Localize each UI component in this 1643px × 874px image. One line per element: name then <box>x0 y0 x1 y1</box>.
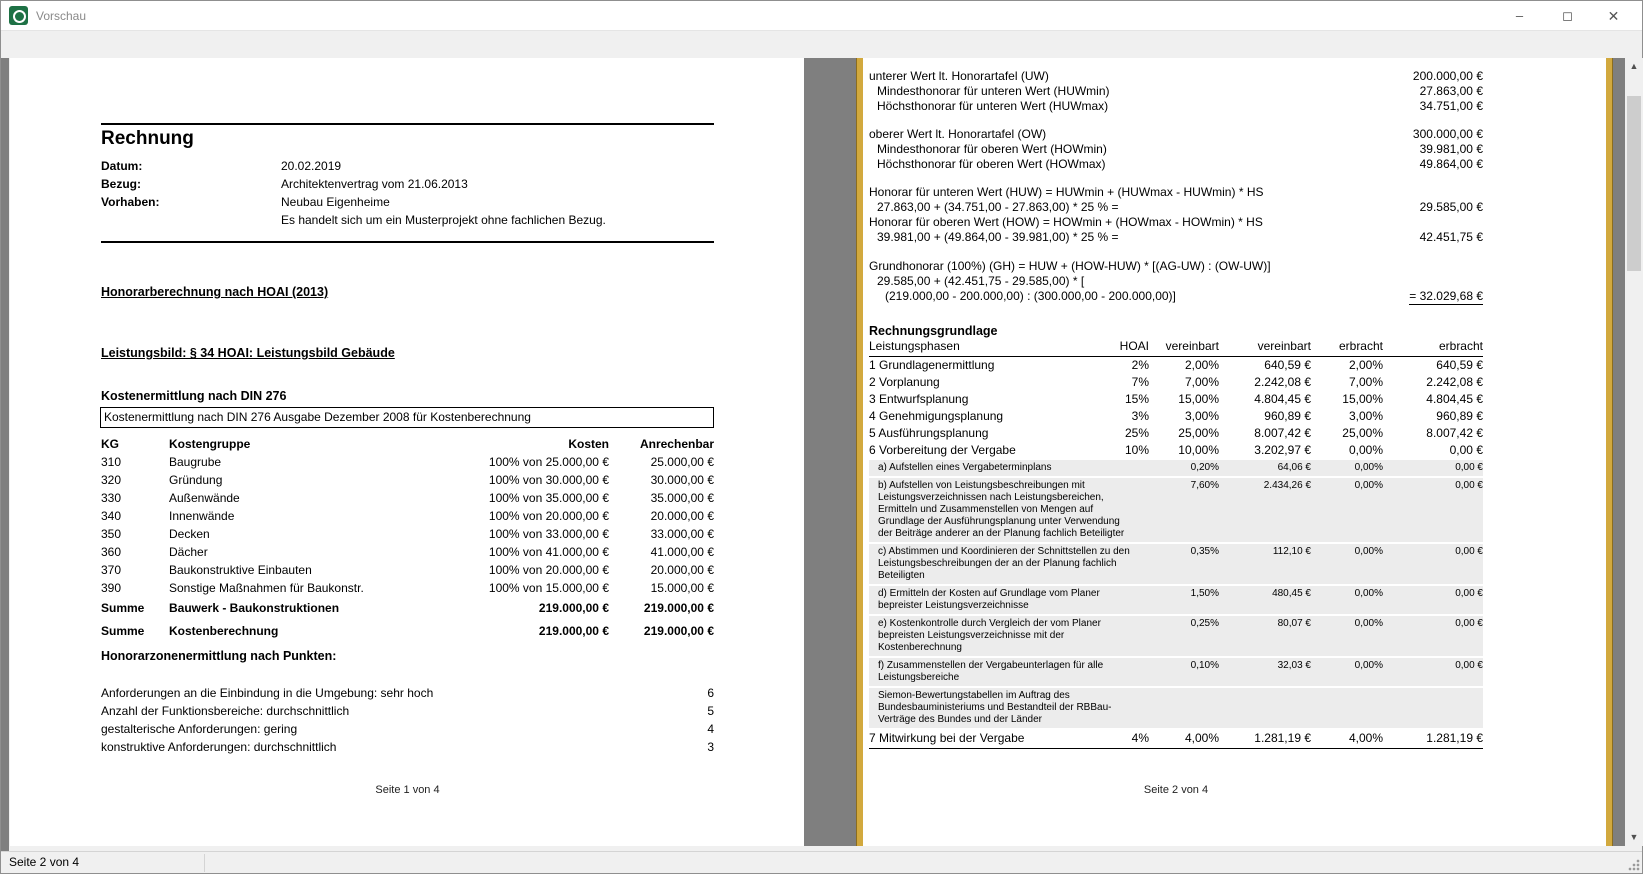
cell-phase: 4 Genehmigungsplanung <box>869 409 1004 423</box>
cell-cost: 100% von 20.000,00 € <box>488 509 609 523</box>
cell-eligible: 33.000,00 € <box>650 527 714 541</box>
calc-text: Mindesthonorar für unteren Wert (HUWmin) <box>877 84 1110 98</box>
cell-done-pct: 7,00% <box>1348 375 1383 389</box>
cell-eligible: 35.000,00 € <box>650 491 714 505</box>
cell-hoai: 10% <box>1124 443 1149 457</box>
cell-cost: 100% von 15.000,00 € <box>488 581 609 595</box>
calc-text: Honorar für oberen Wert (HOW) = HOWmin + (HOWmax - HOWmin) * HS <box>869 215 1263 229</box>
calc-line <box>869 289 1483 305</box>
cell-eligible: 25.000,00 € <box>650 455 714 469</box>
calc-text: 29.585,00 + (42.451,75 - 29.585,00) * [ <box>877 274 1085 288</box>
cell-desc: e) Kostenkontrolle durch Vergleich der vom Planer bepreisten Leistungsverzeichnisse mit der Kostenberechnung <box>878 618 1101 653</box>
cell-agreed-pct <box>1149 690 1219 726</box>
page-edge-accent <box>856 58 863 846</box>
col-header-kg: KG <box>101 437 119 451</box>
cell-done-amt: 4.804,45 € <box>1426 392 1483 406</box>
cell-agreed-amt: 4.804,45 € <box>1254 392 1311 406</box>
cell-phase: 3 Entwurfsplanung <box>869 392 969 406</box>
section-heading-leistungsbild: Leistungsbild: § 34 HOAI: Leistungsbild Gebäude <box>101 346 395 360</box>
sub-service-row <box>869 658 1483 686</box>
cell-done-amt <box>1383 690 1483 726</box>
cell-kg: Summe <box>101 601 145 615</box>
zone-label: Anforderungen an die Einbindung in die Umgebung: sehr hoch <box>101 686 434 700</box>
calc-line <box>869 274 1483 289</box>
cell-cost: 219.000,00 € <box>538 624 609 638</box>
cell-cost: 100% von 33.000,00 € <box>488 527 609 541</box>
table-row <box>101 579 714 597</box>
cell-agreed-amt: 2.242,08 € <box>1254 375 1311 389</box>
cell-kg: 340 <box>101 509 122 523</box>
phase-row <box>869 408 1483 425</box>
phase-row <box>869 425 1483 442</box>
cell-hoai: 15% <box>1124 392 1149 406</box>
cell-done-amt: 0,00 € <box>1449 443 1483 457</box>
cell-done-amt: 0,00 € <box>1455 618 1483 629</box>
page-title: Rechnung <box>101 128 194 149</box>
cell-done-amt: 8.007,42 € <box>1426 426 1483 440</box>
cell-cost: 219.000,00 € <box>538 601 609 615</box>
cell-done-pct: 2,00% <box>1348 358 1383 372</box>
cell-cost: 100% von 30.000,00 € <box>488 473 609 487</box>
close-window-button[interactable]: ✕ <box>1607 8 1620 24</box>
page-shadow-right <box>1613 58 1625 846</box>
cell-eligible: 15.000,00 € <box>650 581 714 595</box>
meta-value: Architektenvertrag vom 21.06.2013 <box>281 177 468 191</box>
cell-agreed-pct: 0,20% <box>1190 462 1219 473</box>
section-heading-hoai: Honorarberechnung nach HOAI (2013) <box>101 285 329 299</box>
calc-text: 39.981,00 + (49.864,00 - 39.981,00) * 25 % = <box>877 230 1119 244</box>
cell-kg: 320 <box>101 473 122 487</box>
cell-group: Bauwerk - Baukonstruktionen <box>169 601 340 615</box>
invoice-meta <box>101 157 714 229</box>
zone-item <box>101 684 714 702</box>
cost-table <box>101 435 714 640</box>
cell-eligible: 20.000,00 € <box>650 563 714 577</box>
calc-text: 27.863,00 + (34.751,00 - 27.863,00) * 25 % = <box>877 200 1119 214</box>
calc-line <box>869 200 1483 215</box>
col-header-done-amt: erbracht <box>1438 339 1483 353</box>
cell-eligible: 219.000,00 € <box>643 601 714 615</box>
cell-hoai: 2% <box>1131 358 1149 372</box>
cell-desc: f) Zusammenstellen der Vergabeunterlagen für alle Leistungsbereiche <box>878 660 1104 683</box>
cell-group: Innenwände <box>169 509 235 523</box>
cell-desc: d) Ermitteln der Kosten auf Grundlage vom Planer bepreister Leistungsverzeichnisse <box>878 588 1100 611</box>
cell-done-pct: 0,00% <box>1354 546 1383 557</box>
cell-done-pct: 0,00% <box>1354 618 1383 629</box>
section-heading-kosten: Kostenermittlung nach DIN 276 <box>101 389 287 403</box>
col-header-agreed-amt: vereinbart <box>1257 339 1311 353</box>
cell-done-amt: 0,00 € <box>1455 462 1483 473</box>
cell-eligible: 41.000,00 € <box>650 545 714 559</box>
calc-line <box>869 259 1483 274</box>
col-header-agreed-pct: vereinbart <box>1165 339 1219 353</box>
cell-agreed-amt: 640,59 € <box>1264 358 1311 372</box>
cell-agreed-amt <box>1219 690 1311 726</box>
cell-agreed-pct: 4,00% <box>1184 731 1219 745</box>
table-row <box>101 489 714 507</box>
meta-value: Neubau Eigenheime <box>281 195 390 209</box>
cell-done-amt: 0,00 € <box>1455 588 1483 599</box>
toolbar <box>1 31 1642 58</box>
meta-row <box>101 157 714 175</box>
cell-phase: 1 Grundlagenermittlung <box>869 358 995 372</box>
cell-done-pct: 0,00% <box>1354 462 1383 473</box>
cell-agreed-pct: 15,00% <box>1178 392 1219 406</box>
table-row <box>101 453 714 471</box>
zone-points: 6 <box>707 686 714 700</box>
meta-label: Datum: <box>101 159 143 173</box>
zone-label: gestalterische Anforderungen: gering <box>101 722 298 736</box>
col-header-cost: Kosten <box>568 437 609 451</box>
cell-hoai: 25% <box>1124 426 1149 440</box>
zone-list <box>101 684 714 756</box>
cell-kg: 350 <box>101 527 122 541</box>
cell-kg: 360 <box>101 545 122 559</box>
cell-agreed-pct: 25,00% <box>1178 426 1219 440</box>
cell-agreed-amt: 2.434,26 € <box>1263 480 1311 491</box>
grundlage-header <box>869 338 1483 357</box>
cell-phase: 5 Ausführungsplanung <box>869 426 989 440</box>
table-row <box>101 507 714 525</box>
document-page-1 <box>10 58 804 846</box>
zone-points: 4 <box>707 722 714 736</box>
cell-done-pct <box>1311 690 1383 726</box>
cell-phase: 7 Mitwirkung bei der Vergabe <box>869 731 1025 745</box>
phase-row <box>869 374 1483 391</box>
cell-agreed-amt: 8.007,42 € <box>1254 426 1311 440</box>
cell-agreed-pct: 1,50% <box>1190 588 1219 599</box>
calc-value: 42.451,75 € <box>1419 230 1483 244</box>
cell-group: Decken <box>169 527 210 541</box>
calc-value: 34.751,00 € <box>1419 99 1483 113</box>
maximize-button[interactable]: ◻ <box>1562 8 1573 23</box>
calc-line <box>869 185 1483 200</box>
sub-service-row <box>869 478 1483 542</box>
col-header-eligible: Anrechenbar <box>639 437 714 451</box>
cell-done-pct: 0,00% <box>1354 660 1383 671</box>
window-title: Vorschau <box>36 9 87 23</box>
cell-done-pct: 15,00% <box>1342 392 1383 406</box>
cost-basis-note: Kostenermittlung nach DIN 276 Ausgabe Dezember 2008 für Kostenberechnung <box>100 407 714 428</box>
cell-desc: c) Abstimmen und Koordinieren der Schnittstellen zu den Leistungsbeschreibungen der an der Planung fachlich Beteiligten <box>878 546 1130 581</box>
cell-desc: b) Aufstellen von Leistungsbeschreibungen mit Leistungsverzeichnissen nach Leistungsbereichen, Ermitteln und Zusammenstellen von Mengen auf Grundlage der Ausführungsplanung unter Verwendung der Beiträge anderer an der Planung fachlich Beteiligter <box>878 480 1125 539</box>
minimize-button[interactable]: – <box>1515 8 1524 23</box>
cell-agreed-pct: 0,10% <box>1190 660 1219 671</box>
cell-done-pct: 0,00% <box>1354 588 1383 599</box>
cell-hoai: 4% <box>1131 731 1149 745</box>
cell-done-amt: 2.242,08 € <box>1426 375 1483 389</box>
calc-line <box>869 215 1483 230</box>
divider <box>101 123 714 125</box>
col-header-hoai: HOAI <box>1119 339 1149 353</box>
cell-hoai: 7% <box>1131 375 1149 389</box>
cell-group: Sonstige Maßnahmen für Baukonstr. <box>169 581 364 595</box>
phase-row <box>869 357 1483 374</box>
cell-agreed-pct: 10,00% <box>1178 443 1219 457</box>
calc-line <box>869 69 1483 84</box>
cell-agreed-amt: 480,45 € <box>1272 588 1311 599</box>
cell-kg: 330 <box>101 491 122 505</box>
sum-row <box>101 622 714 640</box>
calc-value: 39.981,00 € <box>1419 142 1483 156</box>
meta-row <box>101 175 714 193</box>
zone-item <box>101 738 714 756</box>
cell-group: Baukonstruktive Einbauten <box>169 563 312 577</box>
table-row <box>101 543 714 561</box>
zone-heading: Honorarzonenermittlung nach Punkten: <box>101 649 337 663</box>
sub-service-row <box>869 616 1483 656</box>
calc-text: oberer Wert lt. Honorartafel (OW) <box>869 127 1047 141</box>
calc-value: 29.585,00 € <box>1419 200 1483 214</box>
page-footer: Seite 2 von 4 <box>1143 784 1209 796</box>
calc-value: 300.000,00 € <box>1412 127 1483 141</box>
calc-line <box>869 99 1483 114</box>
meta-label: Bezug: <box>101 177 141 191</box>
cell-cost: 100% von 41.000,00 € <box>488 545 609 559</box>
scroll-up-arrow[interactable]: ▲ <box>1629 61 1639 71</box>
status-page-indicator: Seite 2 von 4 <box>9 855 80 869</box>
cell-done-pct: 3,00% <box>1348 409 1383 423</box>
vertical-scrollbar[interactable] <box>1626 58 1642 846</box>
phase-row <box>869 442 1483 459</box>
cell-group: Baugrube <box>169 455 222 469</box>
cell-agreed-amt: 112,10 € <box>1272 546 1311 557</box>
sub-service-note <box>869 688 1483 728</box>
cell-group: Außenwände <box>169 491 240 505</box>
zone-points: 5 <box>707 704 714 718</box>
cell-done-amt: 0,00 € <box>1455 660 1483 671</box>
calc-line <box>869 142 1483 157</box>
divider <box>101 241 714 243</box>
page-gap-shadow <box>804 58 856 846</box>
cell-done-amt: 0,00 € <box>1455 546 1483 557</box>
col-header-phase: Leistungsphasen <box>869 339 960 353</box>
cell-agreed-amt: 64,06 € <box>1277 462 1311 473</box>
cell-kg: Summe <box>101 624 145 638</box>
scroll-down-arrow[interactable]: ▼ <box>1629 832 1639 842</box>
cell-agreed-pct: 7,60% <box>1190 480 1219 491</box>
calc-line <box>869 230 1483 245</box>
cell-phase: 2 Vorplanung <box>869 375 940 389</box>
meta-label <box>101 211 281 229</box>
cell-agreed-pct: 2,00% <box>1184 358 1219 372</box>
title-bar <box>1 1 1642 31</box>
grundlage-heading: Rechnungsgrundlage <box>869 324 998 338</box>
calc-text: Mindesthonorar für oberen Wert (HOWmin) <box>877 142 1107 156</box>
cell-desc: Siemon-Bewertungstabellen im Auftrag des Bundesbauministeriums und Bestandteil der RBBau-Verträge des Bundes und der Länder <box>878 690 1112 725</box>
cell-done-amt: 0,00 € <box>1455 480 1483 491</box>
cell-done-pct: 0,00% <box>1354 480 1383 491</box>
grand-total-value: = 32.029,68 € <box>1409 289 1483 303</box>
cell-cost: 100% von 25.000,00 € <box>488 455 609 469</box>
calc-text: Grundhonorar (100%) (GH) = HUW + (HOW-HUW) * [(AG-UW) : (OW-UW)] <box>869 259 1271 273</box>
sub-service-row <box>869 586 1483 614</box>
cell-agreed-amt: 32,03 € <box>1277 660 1311 671</box>
zone-label: konstruktive Anforderungen: durchschnittlich <box>101 740 337 754</box>
meta-value: 20.02.2019 <box>281 159 342 173</box>
table-row <box>101 471 714 489</box>
meta-value: Es handelt sich um ein Musterprojekt ohne fachlichen Bezug. <box>281 213 606 227</box>
cell-kg: 310 <box>101 455 122 469</box>
cell-phase: 6 Vorbereitung der Vergabe <box>869 443 1016 457</box>
calc-value: 49.864,00 € <box>1419 157 1483 171</box>
col-header-done-pct: erbracht <box>1338 339 1383 353</box>
cell-done-amt: 960,89 € <box>1436 409 1483 423</box>
sum-row <box>101 599 714 617</box>
sub-service-row <box>869 460 1483 476</box>
resize-grip[interactable] <box>1627 858 1640 871</box>
page-footer: Seite 1 von 4 <box>375 784 440 796</box>
page-shadow-left <box>1 58 9 853</box>
calc-text: Höchsthonorar für oberen Wert (HOWmax) <box>877 157 1106 171</box>
col-header-group: Kostengruppe <box>169 437 251 451</box>
cell-eligible: 20.000,00 € <box>650 509 714 523</box>
calc-text: Honorar für unteren Wert (HUW) = HUWmin + (HUWmax - HUWmin) * HS <box>869 185 1264 199</box>
cell-desc: a) Aufstellen eines Vergabeterminplans <box>878 462 1052 473</box>
cell-kg: 390 <box>101 581 122 595</box>
cell-cost: 100% von 20.000,00 € <box>488 563 609 577</box>
cell-agreed-pct: 3,00% <box>1184 409 1219 423</box>
cell-kg: 370 <box>101 563 122 577</box>
zone-label: Anzahl der Funktionsbereiche: durchschnittlich <box>101 704 350 718</box>
cell-agreed-pct: 7,00% <box>1184 375 1219 389</box>
cell-done-pct: 0,00% <box>1348 443 1383 457</box>
cell-hoai: 3% <box>1131 409 1149 423</box>
app-icon <box>9 6 28 25</box>
calc-line <box>869 84 1483 99</box>
meta-row <box>101 211 714 229</box>
zone-points: 3 <box>707 740 714 754</box>
cell-cost: 100% von 35.000,00 € <box>488 491 609 505</box>
calc-text: unterer Wert lt. Honorartafel (UW) <box>869 69 1049 83</box>
cell-agreed-pct: 0,35% <box>1190 546 1219 557</box>
cell-done-pct: 25,00% <box>1342 426 1383 440</box>
meta-label: Vorhaben: <box>101 195 160 209</box>
cell-eligible: 30.000,00 € <box>650 473 714 487</box>
cell-group: Gründung <box>169 473 223 487</box>
cell-agreed-amt: 1.281,19 € <box>1254 731 1311 745</box>
cell-agreed-amt: 960,89 € <box>1264 409 1311 423</box>
calc-text: Höchsthonorar für unteren Wert (HUWmax) <box>877 99 1109 113</box>
calc-value: 200.000,00 € <box>1412 69 1483 83</box>
calc-text: (219.000,00 - 200.000,00) : (300.000,00 - 200.000,00)] <box>885 289 1176 303</box>
page-edge-accent <box>1606 58 1613 846</box>
cost-table-header <box>101 435 714 453</box>
calc-line <box>869 127 1483 142</box>
meta-row <box>101 193 714 211</box>
calc-value: 27.863,00 € <box>1419 84 1483 98</box>
cell-done-amt: 640,59 € <box>1436 358 1483 372</box>
fee-calculation <box>869 58 1483 749</box>
cell-group: Dächer <box>169 545 208 559</box>
zone-item <box>101 702 714 720</box>
cell-done-pct: 4,00% <box>1348 731 1383 745</box>
cell-done-amt: 1.281,19 € <box>1426 731 1483 745</box>
table-row <box>101 561 714 579</box>
phase-row <box>869 391 1483 408</box>
sub-service-row <box>869 544 1483 584</box>
scrollbar-thumb[interactable] <box>1627 96 1641 271</box>
status-separator <box>204 854 205 872</box>
sub-service-block <box>869 460 1483 728</box>
phase-row <box>869 730 1483 749</box>
table-row <box>101 525 714 543</box>
document-page-2 <box>863 58 1606 846</box>
calc-line <box>869 157 1483 172</box>
zone-item <box>101 720 714 738</box>
cell-agreed-amt: 80,07 € <box>1277 618 1311 629</box>
cell-agreed-amt: 3.202,97 € <box>1254 443 1311 457</box>
status-bar <box>1 851 1642 873</box>
cell-group: Kostenberechnung <box>169 624 279 638</box>
cell-eligible: 219.000,00 € <box>643 624 714 638</box>
cell-agreed-pct: 0,25% <box>1190 618 1219 629</box>
